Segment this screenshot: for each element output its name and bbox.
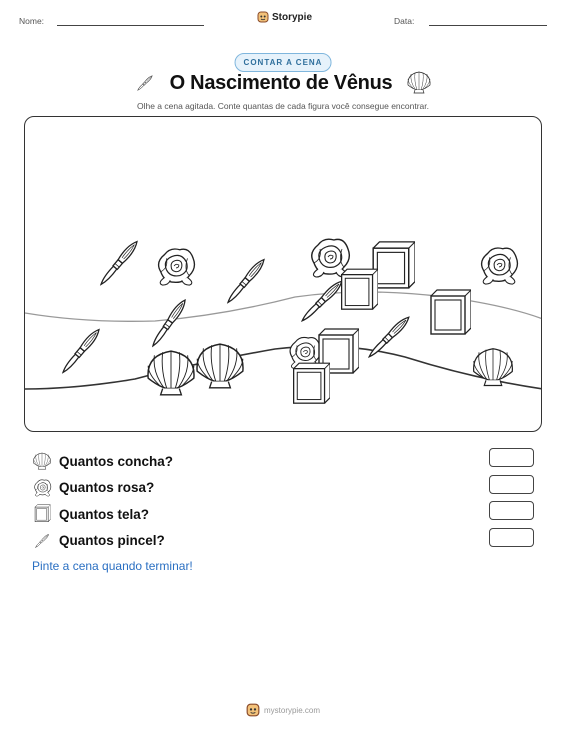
paintbrush-figure	[225, 257, 267, 305]
counting-scene	[24, 116, 542, 432]
shell-figure	[148, 351, 194, 395]
canvas-figure	[342, 269, 378, 309]
question-row-paintbrush	[32, 528, 536, 555]
rose-icon	[32, 478, 52, 498]
coloring-prompt: Pinte a cena quando terminar!	[32, 559, 193, 573]
paintbrush-figure	[150, 298, 188, 348]
answer-box-canvas[interactable]	[489, 501, 534, 520]
date-label: Data:	[394, 16, 415, 26]
shell-figure	[474, 349, 513, 386]
rose-figure	[482, 248, 518, 284]
canvas-figure	[294, 363, 330, 403]
canvas-figure	[431, 290, 471, 334]
canvas-figure	[373, 242, 415, 288]
brand-logo	[257, 11, 312, 23]
shell-figure	[197, 344, 243, 388]
question-row-canvas	[32, 501, 536, 528]
name-line[interactable]	[57, 25, 204, 26]
brand-name: Storypie	[272, 11, 313, 23]
paintbrush-figure	[300, 279, 345, 324]
question-text: Quantos rosa?	[59, 480, 155, 496]
footer	[0, 703, 566, 717]
date-line[interactable]	[429, 25, 547, 26]
activity-badge: CONTAR A CENA	[235, 53, 332, 72]
question-text: Quantos tela?	[59, 506, 150, 522]
wave-line-bottom	[25, 346, 542, 389]
answer-box-rose[interactable]	[489, 475, 534, 494]
footer-url[interactable]: mystorypie.com	[263, 705, 320, 715]
storypie-logo-icon	[246, 703, 260, 717]
paintbrush-figure	[98, 239, 140, 287]
question-row-shell	[32, 448, 536, 475]
shell-icon	[32, 451, 52, 471]
name-label: Nome:	[19, 16, 45, 26]
answer-box-shell[interactable]	[489, 448, 534, 467]
storypie-logo-icon	[257, 11, 269, 23]
question-row-rose	[32, 475, 536, 502]
answer-box-paintbrush[interactable]	[489, 528, 534, 547]
page-title: O Nascimento de Vênus	[169, 71, 393, 94]
instructions: Olhe a cena agitada. Conte quantas de cada figura você consegue encontrar.	[136, 101, 430, 111]
paintbrush-icon	[134, 72, 156, 94]
question-text: Quantos pincel?	[59, 533, 165, 549]
canvas-icon	[32, 504, 52, 524]
paintbrush-figure	[60, 327, 102, 375]
rose-figure	[312, 239, 350, 277]
rose-figure	[159, 249, 195, 285]
question-text: Quantos concha?	[59, 453, 174, 469]
shell-icon	[406, 71, 432, 95]
paintbrush-icon	[32, 531, 52, 551]
title-row	[0, 71, 566, 95]
question-list	[32, 448, 536, 554]
